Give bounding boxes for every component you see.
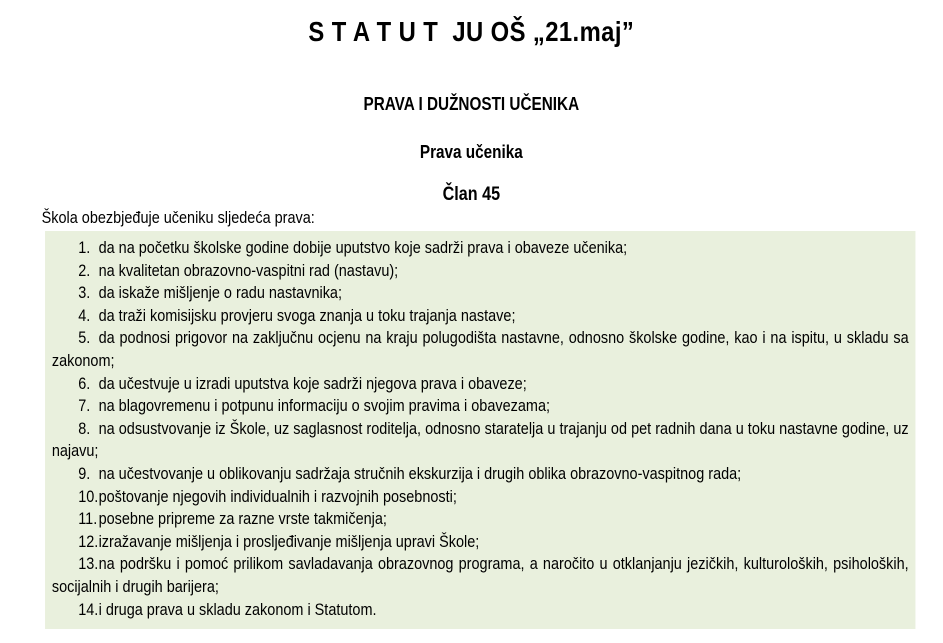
item-text: i druga prava u skladu zakonom i Statutom.	[98, 599, 377, 619]
item-text: na blagovremenu i potpunu informaciju o svojim pravima i obavezama;	[98, 396, 551, 416]
item-number: 1.	[78, 238, 91, 257]
item-text: da podnosi prigovor na zaključnu ocjenu na kraju polugodišta nastavne, odnosno školske godine, kao i na ispitu, u skladu sa zakonom;	[51, 328, 909, 370]
item-number: 13.	[78, 554, 99, 574]
item-text: da učestvuje u izradi uputstva koje sadrži njegova prava i obaveze;	[98, 373, 527, 393]
section-heading: PRAVA I DUŽNOSTI UČENIKA	[363, 94, 580, 114]
item-number: 11.	[78, 509, 98, 529]
page-title: S T A T U T JU OŠ „21.maj”	[308, 16, 635, 47]
item-text: na odsustvovanje iz Škole, uz saglasnost roditelja, odnosno staratelja u trajanju od pet radnih dana u toku nastavne godine, uz najavu;	[51, 418, 909, 461]
item-number: 12.	[78, 531, 99, 551]
item-number: 8.	[78, 418, 91, 438]
item-number: 7.	[78, 396, 91, 416]
item-number: 4.	[78, 305, 91, 325]
list-item	[52, 237, 909, 260]
item-number: 3.	[78, 283, 91, 303]
item-text: poštovanje njegovih individualnih i razvojnih posebnosti;	[98, 486, 457, 506]
item-number: 14.	[78, 599, 99, 619]
list-item	[52, 373, 909, 396]
item-text: da na početku školske godine dobije uputstvo koje sadrži prava i obaveze učenika;	[98, 238, 628, 257]
item-text: izražavanje mišljenja i prosljeđivanje mišljenja upravi Škole;	[98, 531, 480, 551]
list-item	[52, 260, 909, 283]
item-text: na podršku i pomoć prilikom savladavanja obrazovnog programa, a naročito u otklanjanju jezičkih, kulturoloških, psiholoških, socijalnih i drugih barijera;	[51, 554, 909, 596]
list-item	[52, 508, 909, 531]
list-item	[52, 305, 909, 328]
article-heading: Član 45	[442, 184, 501, 205]
subsection-heading: Prava učenika	[419, 142, 523, 162]
list-item	[52, 282, 909, 305]
item-number: 2.	[78, 260, 91, 280]
item-number: 9.	[78, 463, 91, 483]
list-item	[52, 418, 909, 463]
rights-list-highlight-block	[45, 231, 915, 629]
intro-text: Škola obezbjeđuje učeniku sljedeća prava:	[41, 208, 315, 227]
list-item	[52, 327, 909, 372]
item-text: posebne pripreme za razne vrste takmičenja;	[98, 509, 387, 529]
item-text: da iskaže mišljenje o radu nastavnika;	[98, 283, 342, 303]
item-text: na učestvovanje u oblikovanju sadržaja stručnih ekskurzija i drugih oblika obrazovno-vaspitnog rada;	[98, 463, 742, 483]
list-item	[52, 553, 909, 598]
item-text: da traži komisijsku provjeru svoga znanja u toku trajanja nastave;	[98, 305, 516, 325]
item-number: 5.	[78, 328, 91, 348]
list-item	[52, 486, 909, 509]
list-item	[52, 599, 909, 622]
list-item	[52, 395, 909, 418]
list-item	[52, 531, 909, 554]
item-number: 6.	[78, 373, 91, 393]
list-item	[52, 463, 909, 486]
item-number: 10.	[78, 486, 99, 506]
item-text: na kvalitetan obrazovno-vaspitni rad (nastavu);	[98, 260, 399, 280]
